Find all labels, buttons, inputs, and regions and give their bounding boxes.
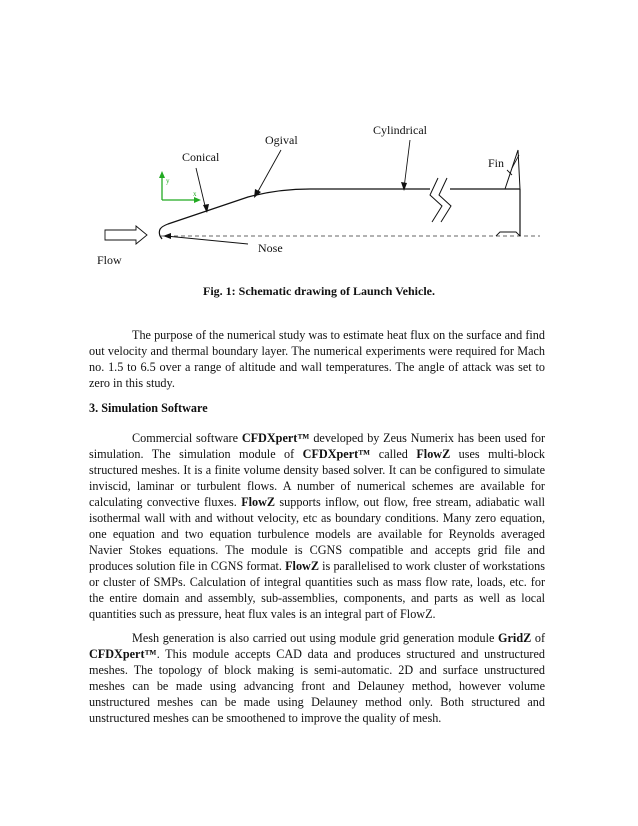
leader-ogival: [256, 150, 281, 195]
paragraph-software-text: Commercial software CFDXpert™ developed by Zeus Numerix has been used for simulation. The simulation module of CFDXpert™ called FlowZ uses multi-block structured meshes. It is a finite volume density based solver. It can be configured to simulate inviscid, laminar or turbulent flows. A number of numerical schemes are available for calculating convective fluxes. FlowZ supports inflow, out flow, free stream, adiabatic wall isothermal wall with and without velocity, etc as boundary conditions. Many zero equation, one equation and two equation turbulence models are available for Reynolds averaged Navier Stokes equations. The module is CGNS compatible and accepts grid file and produces solution file in CGNS format. FlowZ is parallelised to work cluster of workstations or cluster of SMPs. Calculation of integral quantities such as mass flow rate, loads, etc. for the entire domain and assembly, sub-assemblies, components, and parts as well as local quantities such as pressure, heat flux vales is an integral part of FlowZ.: [89, 431, 546, 621]
module-name: FlowZ: [416, 447, 451, 461]
figure-caption: Fig. 1: Schematic drawing of Launch Vehicle.: [202, 284, 435, 298]
break-symbol-right: [439, 178, 451, 222]
label-ogival: Ogival: [265, 133, 298, 147]
launch-vehicle-schematic: [0, 0, 638, 300]
label-cylindrical: Cylindrical: [373, 123, 427, 137]
module-name: FlowZ: [285, 559, 319, 573]
paragraph-software: [89, 430, 545, 622]
paragraph-mesh: [89, 630, 545, 726]
product-name: CFDXpert™: [89, 647, 157, 661]
launch-vehicle-figure: [0, 0, 638, 300]
product-name: CFDXpert™: [241, 431, 310, 445]
base-detail: [496, 232, 520, 236]
label-conical: Conical: [182, 150, 220, 164]
paragraph-purpose-text: The purpose of the numerical study was to estimate heat flux on the surface and find out velocity and thermal boundary layer. The numerical experiments were required for Mach no. 1.5 to 6.5 over a range of altitude and wall temperatures. The angle of attack was set to zero in this study.: [89, 328, 545, 390]
paragraph-mesh-text: Mesh generation is also carried out using module grid generation module GridZ of CFDXpert™. This module accepts CAD data and produces structured and unstructured meshes. The topology of block making is semi-automatic. 2D and surface unstructured meshes can be made using advancing front and Delauney method, however volume unstructured meshes can be made using Delauney method only. Both structured and unstructured meshes can be smoothened to improve the quality of mesh.: [89, 631, 546, 725]
label-nose: Nose: [258, 241, 283, 255]
label-flow: Flow: [97, 253, 122, 267]
flow-arrow-icon: [105, 226, 147, 244]
arrowhead-nose: [163, 233, 171, 239]
break-symbol-left: [430, 178, 442, 222]
module-name: FlowZ: [241, 495, 276, 509]
arrowhead-cylindrical: [401, 182, 407, 191]
arrowhead-ogival: [254, 189, 261, 198]
nose-tip: [160, 236, 162, 239]
section-heading: 3. Simulation Software: [89, 401, 208, 415]
leader-cylindrical: [404, 140, 410, 188]
leader-conical: [196, 168, 206, 210]
axis-x-label: x: [193, 190, 197, 198]
paragraph-purpose: [89, 327, 545, 391]
product-name: CFDXpert™: [302, 447, 371, 461]
module-name: GridZ: [498, 631, 532, 645]
axis-y-label: y: [166, 177, 170, 185]
y-axis-arrowhead: [159, 171, 165, 178]
label-fin: Fin: [488, 156, 505, 170]
leader-nose: [166, 236, 248, 244]
vehicle-upper-contour: [159, 189, 430, 236]
fin-shape: [505, 150, 520, 189]
